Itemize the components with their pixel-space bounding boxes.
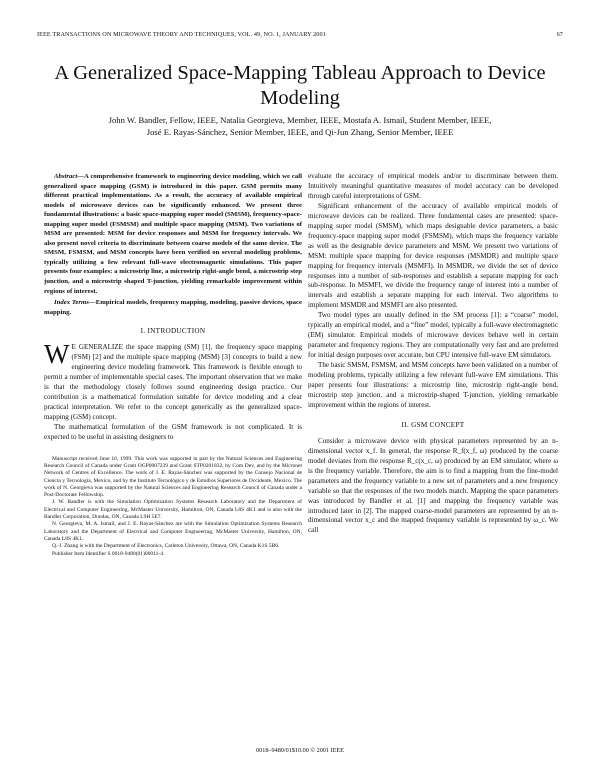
footnote-georgieva: N. Georgieva, M. A. Ismail, and J. E. Rayas-Sánchez are with the Simulation Optimization Systems Research Laboratory and the Department of Electrical and Computer Engineering, McMaster University, Hamilton, ON, Canada L8S 4K1.	[44, 521, 302, 542]
footnotes	[44, 456, 302, 558]
gsm-paragraph: Consider a microwave device with physical parameters represented by an n-dimensional vector x_f. In general, the response R_f(x_f, ω) produced by the coarse model deviates from the response R_c(x_c, ω) produced by an EM simulator, where ω is the frequency variable. Therefore, the aim is to find a mapping from the fine-model parameters and the frequency variable to a new set of parameters and a new frequency variable so that the responses of the two models match. Mapping the space parameters was introduced by Bandler et al. [1] and mapping the frequency variable was introduced later in [2]. The mapped coarse-model parameters are represented by an n-dimensional vector x_c and the mapped frequency variable is represented by ω_c. We call	[308, 436, 558, 535]
intro-paragraph-1-text: E GENERALIZE the space mapping (SM) [1], the frequency space mapping (FSM) [2] and the multiple space mapping (MSM) [3] concepts to build a new engineering device modeling framework. This framework is flexible enough to permit a number of implementable special cases. The important observation that we make is that the methodology closely follows sound engineering design practice. Our contribution is a mathematical formulation suitable for device modeling and a clear practical interpretation. We refer to the concept generically as the generalized space-mapping (GSM) concept.	[44, 343, 302, 421]
index-terms-label: Index Terms—	[54, 299, 96, 307]
index-terms-text: Empirical models, frequency mapping, modeling, passive devices, space mapping.	[44, 299, 302, 316]
right-paragraph-2: Significant enhancement of the accuracy of available empirical models of microwave devices can be realized. Three fundamental cases are presented: space-mapping super model (SMSM), which maps designable device parameters, a basic frequency-space mapping super model (FSMSM), which maps the frequency variable as well as the designable device parameters and MSM. We present two variations of MSM: multiple space mapping for device responses (MSMDR) and multiple space mapping for frequency intervals (MSMFI). In MSMDR, we divide the set of device responses into a number of sub-responses and establish a separate mapping for each sub-response. In MSMFI, we divide the frequency range of interest into a number of intervals and establish a separate mapping for each interval. Two algorithms to implement MSMDR and MSMFI are also presented.	[308, 201, 558, 310]
abstract-label: Abstract—	[54, 173, 85, 180]
running-header	[37, 31, 563, 41]
footnote-zhang: Q.-J. Zhang is with the Department of Electronics, Carleton University, Ottawa, ON, Canada K1S 5B6.	[52, 543, 280, 550]
right-paragraph-1: evaluate the accuracy of empirical models and/or to discriminate between them. Intuitively meaningful quantitative measures of model accuracy can be developed through careful interpretations of GSM.	[308, 172, 558, 200]
author-list	[40, 114, 560, 138]
drop-cap: W	[44, 339, 70, 370]
right-column	[308, 172, 558, 536]
intro-paragraph-1	[44, 339, 302, 423]
right-paragraph-3: Two model types are usually defined in the SM process [1]: a “coarse” model, typically an empirical model, and a “fine” model, typically a full-wave electromagnetic (EM) simulator. Empirical models of microwave devices behave well in certain parameter and frequency regions. They are computationally very fast and are preferred for initial design purposes over accurate, but CPU intensive full-wave EM simulators.	[308, 311, 558, 360]
right-paragraph-4: The basic SMSM, FSMSM, and MSM concepts have been validated on a number of modeling problems, typically utilizing a few relevant full-wave EM simulations. This paper presents four illustrations: a microstrip line, microstrip right-angle bend, microstrip step junction, and a microstrip-shaped T-junction, yielding remarkable improvement within the regions of interest.	[308, 361, 558, 409]
section-heading-gsm-concept: II. GSM CONCEPT	[401, 420, 465, 429]
page-number: 67	[556, 31, 563, 38]
journal-header: IEEE TRANSACTIONS ON MICROWAVE THEORY AND TECHNIQUES, VOL. 49, NO. 1, JANUARY 2001	[37, 31, 326, 38]
copyright-notice: 0018–9480/01$10.00 © 2001 IEEE	[256, 747, 344, 754]
left-column	[44, 172, 302, 558]
index-terms	[44, 298, 302, 317]
section-heading-introduction: I. INTRODUCTION	[140, 327, 206, 336]
abstract-text: A comprehensive framework to engineering device modeling, which we call generalized space mapping (GSM) is introduced in this paper. GSM permits many different practical implementations. As a result, the accuracy of available empirical models of microwave devices can be significantly enhanced. We present three fundamental illustrations: a basic space-mapping super model (SMSM), frequency-space-mapping super model (FSMSM) and multiple space mapping (MSM). Two variations of MSM are presented: MSM for device responses and MSM for frequency intervals. We also present novel criteria to discriminate between coarse models of the same device. The SMSM, FSMSM, and MSM concepts have been verified on several modeling problems, typically utilizing a few relevant full-wave electromagnetic simulations. This paper presents four examples: a microstrip line, a microstrip right-angle bend, a microstrip step junction, and a microstrip shaped T-junction, yielding remarkable improvement within regions of interest.	[44, 173, 302, 295]
abstract	[44, 172, 302, 296]
footnote-bandler: J. W. Bandler is with the Simulation Optimization Systems Research Laboratory and the Department of Electrical and Computer Engineering, McMaster University, Hamilton, ON, Canada L8S 4K1 and is also with the Bandler Corporation, Dundas, ON, Canada L9H 5E7.	[44, 499, 302, 521]
intro-paragraph-2: The mathematical formulation of the GSM framework is not complicated. It is expected to be useful in assisting designers to	[44, 422, 302, 441]
authors-line-2: José E. Rayas-Sánchez, Senior Member, IEEE, and Qi-Jun Zhang, Senior Member, IEEE	[146, 127, 454, 137]
footnote-received: Manuscript received June 16, 1999. This work was supported in part by the Natural Sciences and Engineering Research Council of Canada under Grant OGP0007239 and Grant STP0201832, by Com Dev, and by the Micronet Network of Centres of Excellence. The work of J. E. Rayas-Sánchez was supported by the Consejo Nacional de Ciencia y Tecnología, Mexico, and by the Instituto Tecnológico y de Estudios Superiores de Occidente, Mexico. The work of N. Georgieva was supported by the Natural Sciences and Engineering Research Council of Canada under a Post-Doctorate Fellowship.	[44, 455, 302, 499]
authors-line-1: John W. Bandler, Fellow, IEEE, Natalia Georgieva, Member, IEEE, Mostafa A. Ismail, Student Member, IEEE,	[108, 115, 492, 125]
paper-title: A Generalized Space-Mapping Tableau Approach to Device Modeling	[54, 62, 546, 109]
footnote-publisher-id: Publisher Item Identifier S 0018-9480(01)00011-4.	[52, 550, 165, 557]
